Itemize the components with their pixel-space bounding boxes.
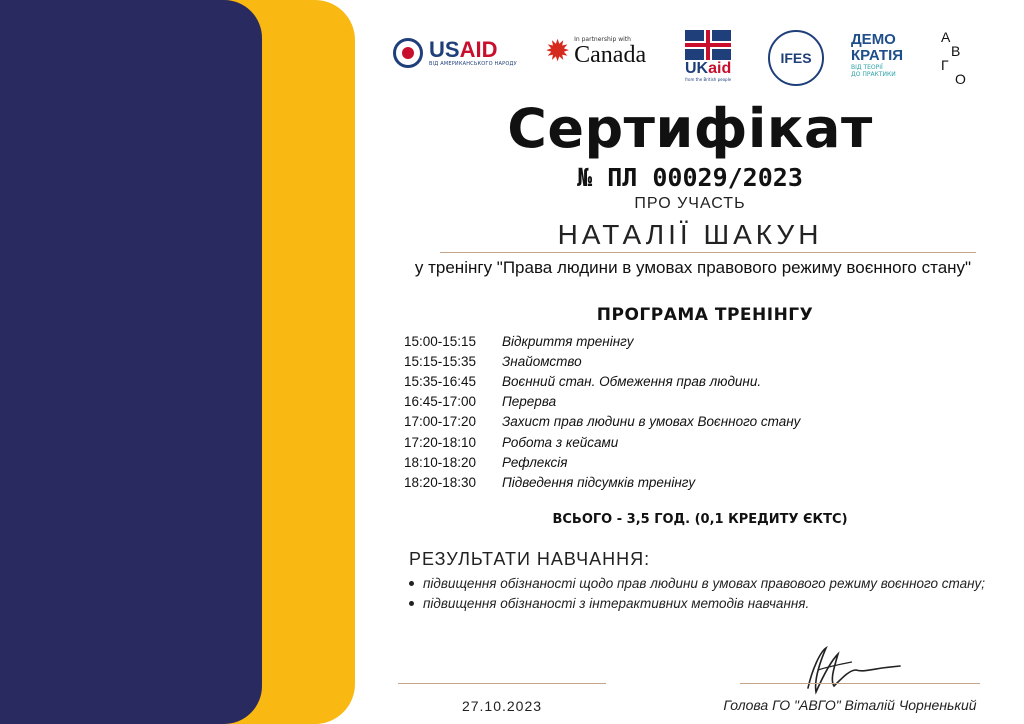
participation-label: ПРО УЧАСТЬ [634,195,746,212]
program-schedule [404,331,964,493]
schedule-time: 18:10-18:20 [404,454,477,470]
usaid-logo [393,38,517,68]
schedule-time: 15:15-15:35 [404,353,477,369]
schedule-activity: Захист прав людини в умовах Воєнного стану [502,414,801,430]
schedule-activity: Підведення підсумків тренінгу [502,474,696,490]
schedule-row [404,351,964,371]
avgo-logo [941,30,993,88]
list-item [409,573,1009,593]
date-underline [398,683,606,684]
usaid-subtitle: ВІД АМЕРИКАНСЬКОГО НАРОДУ [429,61,517,67]
recipient-name: НАТАЛІЇ ШАКУН [557,219,823,250]
democracy-sub1: ВІД ТЕОРІЇ [851,64,883,71]
usaid-name-part2: AID [459,37,498,62]
avgo-letter-v: В [951,43,961,59]
usaid-seal-icon [393,38,423,68]
program-title: ПРОГРАМА ТРЕНІНГУ [596,305,814,325]
schedule-time: 17:20-18:10 [404,434,477,450]
certificate-title: Сертифікат [507,97,873,160]
issue-date: 27.10.2023 [461,698,543,714]
schedule-time: 15:00-15:15 [404,333,477,349]
signature-underline [740,683,980,684]
certificate-number: № ПЛ 00029/2023 [577,163,803,192]
schedule-row [404,452,964,472]
total-hours: ВСЬОГО - 3,5 ГОД. (0,1 КРЕДИТУ ЄКТС) [552,512,848,527]
result-text: підвищення обізнаності з інтерактивних методів навчання. [423,595,810,611]
schedule-activity: Воєнний стан. Обмеження прав людини. [502,373,762,389]
schedule-row [404,432,964,452]
bullet-icon [409,581,414,586]
canada-wordmark: Canada [574,42,647,68]
name-underline [440,252,976,253]
results-list [409,573,1009,613]
result-text: підвищення обізнаності щодо прав людини в умовах правового режиму воєнного стану; [423,575,986,591]
schedule-activity: Знайомство [502,353,582,369]
democracy-line1: ДЕМО [851,31,896,48]
signature-icon [790,640,910,700]
bullet-icon [409,601,414,606]
union-jack-icon [685,30,731,60]
usaid-name-part1: US [429,37,460,62]
schedule-row [404,331,964,351]
schedule-time: 17:00-17:20 [404,414,477,430]
results-title: РЕЗУЛЬТАТИ НАВЧАННЯ: [409,549,651,569]
canada-logo [545,33,647,69]
schedule-activity: Перерва [502,394,557,410]
schedule-row [404,392,964,412]
list-item [409,593,1009,613]
ukaid-name-part1: UK [685,60,709,77]
schedule-time: 18:20-18:30 [404,474,477,490]
democracy-logo [851,32,903,78]
avgo-letter-a: А [941,29,951,45]
canada-partnership-text: In partnership with [574,36,631,43]
navy-side-band [0,0,262,724]
democracy-sub2: ДО ПРАКТИКИ [851,71,896,78]
partner-logos [393,30,993,92]
ifes-logo [768,30,824,86]
ifes-name: IFES [780,50,812,66]
training-description: у тренінгу "Права людини в умовах правового режиму воєнного стану" [414,258,972,277]
schedule-time: 16:45-17:00 [404,394,477,410]
avgo-letter-o: О [955,71,966,87]
avgo-letter-g: Г [941,57,949,73]
schedule-row [404,371,964,391]
ukaid-subtitle: from the British people [685,77,732,82]
schedule-row [404,412,964,432]
ukaid-logo [685,30,731,82]
schedule-activity: Робота з кейсами [502,434,619,450]
maple-leaf-icon: ✹ [545,33,571,69]
schedule-activity: Відкриття тренінгу [502,333,634,349]
democracy-line2: КРАТІЯ [851,47,904,64]
schedule-activity: Рефлексія [502,454,568,470]
schedule-time: 15:35-16:45 [404,373,477,389]
signer-name: Голова ГО "АВГО" Віталій Чорненький [723,697,977,713]
ukaid-name-part2: aid [708,60,732,77]
schedule-row [404,472,964,492]
